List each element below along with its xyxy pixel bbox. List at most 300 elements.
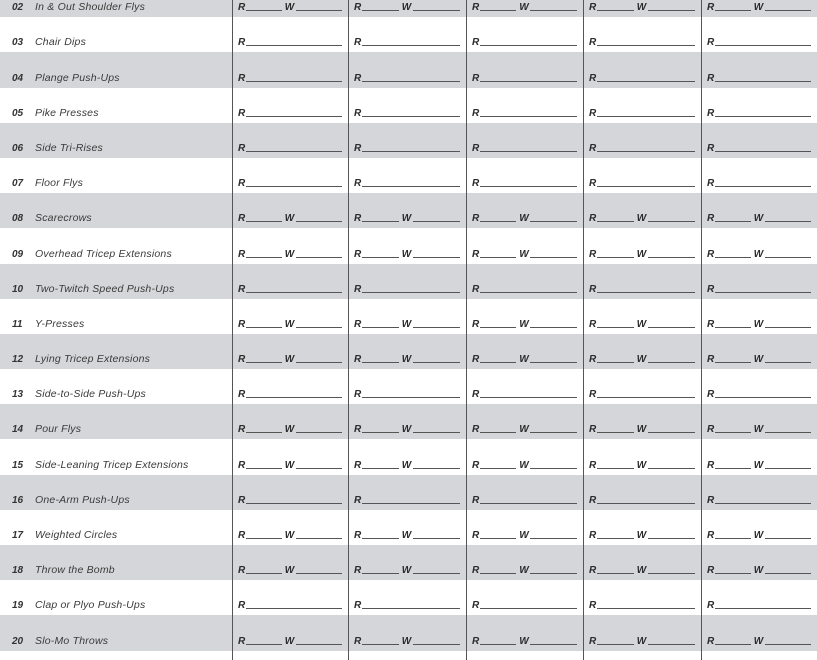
round-2-entry[interactable] [354, 175, 460, 189]
weight-blank[interactable] [530, 538, 577, 539]
weight-blank[interactable] [530, 327, 577, 328]
weight-label: W [753, 530, 764, 541]
weight-blank[interactable] [296, 538, 342, 539]
reps-blank[interactable] [715, 362, 751, 363]
reps-blank[interactable] [715, 468, 751, 469]
reps-blank[interactable] [362, 432, 399, 433]
weight-blank[interactable] [648, 644, 695, 645]
exercise-name: Y-Presses [35, 317, 85, 330]
round-3-entry[interactable] [472, 175, 577, 189]
weight-label: W [401, 2, 412, 14]
round-3-entry[interactable] [472, 492, 577, 506]
reps-blank[interactable] [480, 397, 577, 398]
round-2-entry[interactable] [354, 351, 460, 365]
reps-label: R [354, 600, 362, 612]
weight-blank[interactable] [413, 538, 460, 539]
reps-blank[interactable] [715, 221, 751, 222]
weight-blank[interactable] [296, 468, 342, 469]
reps-blank[interactable] [715, 503, 811, 504]
reps-blank[interactable] [480, 327, 516, 328]
reps-blank[interactable] [480, 468, 516, 469]
reps-label: R [238, 107, 246, 119]
weight-blank[interactable] [296, 644, 342, 645]
round-3-entry[interactable] [472, 140, 577, 154]
round-3-entry[interactable] [472, 105, 577, 119]
reps-blank[interactable] [715, 81, 811, 82]
exercise-name: Overhead Tricep Extensions [35, 247, 172, 260]
reps-label: R [707, 248, 715, 260]
weight-blank[interactable] [648, 538, 695, 539]
reps-label: R [238, 178, 246, 190]
weight-blank[interactable] [413, 10, 460, 11]
weight-blank[interactable] [413, 257, 460, 258]
reps-blank[interactable] [715, 45, 811, 46]
round-5-entry[interactable] [707, 562, 811, 576]
weight-label: W [519, 318, 529, 330]
reps-blank[interactable] [362, 468, 399, 469]
round-3-entry[interactable] [472, 457, 577, 471]
reps-label: R [707, 635, 715, 647]
round-5-entry[interactable] [707, 527, 811, 541]
reps-blank[interactable] [246, 327, 282, 328]
reps-blank[interactable] [246, 10, 282, 11]
round-4-entry[interactable] [589, 175, 695, 189]
weight-blank[interactable] [648, 221, 695, 222]
round-1-entry[interactable] [238, 246, 342, 260]
exercise-number: 15 [12, 459, 24, 471]
weight-blank[interactable] [413, 644, 460, 645]
reps-blank[interactable] [715, 432, 751, 433]
reps-blank[interactable] [715, 644, 751, 645]
round-1-entry[interactable] [238, 597, 342, 611]
reps-blank[interactable] [480, 362, 516, 363]
weight-blank[interactable] [765, 362, 811, 363]
reps-blank[interactable] [597, 45, 695, 46]
round-4-entry[interactable] [589, 597, 695, 611]
reps-blank[interactable] [246, 151, 342, 152]
reps-label: R [707, 107, 715, 119]
round-1-entry[interactable] [238, 351, 342, 365]
reps-blank[interactable] [246, 81, 342, 82]
round-5-entry[interactable] [707, 351, 811, 365]
reps-label: R [472, 459, 480, 471]
reps-label: R [707, 37, 715, 49]
reps-blank[interactable] [480, 10, 516, 11]
weight-blank[interactable] [413, 573, 460, 574]
reps-blank[interactable] [246, 116, 342, 117]
reps-blank[interactable] [597, 432, 634, 433]
reps-blank[interactable] [597, 608, 695, 609]
reps-blank[interactable] [597, 503, 695, 504]
round-2-entry[interactable] [354, 70, 460, 84]
exercise-name: Two-Twitch Speed Push-Ups [35, 282, 175, 295]
reps-blank[interactable] [362, 573, 399, 574]
reps-blank[interactable] [246, 503, 342, 504]
reps-blank[interactable] [480, 116, 577, 117]
reps-blank[interactable] [362, 10, 399, 11]
reps-blank[interactable] [480, 81, 577, 82]
reps-label: R [238, 424, 246, 436]
reps-blank[interactable] [597, 81, 695, 82]
round-4-entry[interactable] [589, 140, 695, 154]
reps-blank[interactable] [362, 257, 399, 258]
reps-blank[interactable] [246, 644, 282, 645]
weight-blank[interactable] [530, 257, 577, 258]
reps-label: R [238, 2, 246, 14]
reps-blank[interactable] [597, 116, 695, 117]
round-1-entry[interactable] [238, 105, 342, 119]
weight-blank[interactable] [413, 468, 460, 469]
reps-blank[interactable] [480, 151, 577, 152]
reps-blank[interactable] [597, 257, 634, 258]
round-2-entry[interactable] [354, 492, 460, 506]
weight-blank[interactable] [648, 432, 695, 433]
reps-blank[interactable] [480, 503, 577, 504]
reps-blank[interactable] [246, 573, 282, 574]
weight-label: W [401, 530, 412, 541]
reps-blank[interactable] [715, 538, 751, 539]
round-2-entry[interactable] [354, 597, 460, 611]
weight-blank[interactable] [296, 257, 342, 258]
round-5-entry[interactable] [707, 281, 811, 295]
weight-label: W [636, 635, 647, 647]
exercise-row [0, 0, 817, 17]
weight-blank[interactable] [765, 468, 811, 469]
round-2-entry[interactable] [354, 457, 460, 471]
round-3-entry[interactable] [472, 0, 577, 13]
reps-blank[interactable] [480, 432, 516, 433]
reps-blank[interactable] [480, 644, 516, 645]
reps-blank[interactable] [715, 116, 811, 117]
round-5-entry[interactable] [707, 246, 811, 260]
round-4-entry[interactable] [589, 421, 695, 435]
round-1-entry[interactable] [238, 34, 342, 48]
weight-blank[interactable] [765, 10, 811, 11]
round-3-entry[interactable] [472, 562, 577, 576]
reps-label: R [589, 565, 597, 577]
weight-blank[interactable] [296, 221, 342, 222]
weight-blank[interactable] [648, 362, 695, 363]
weight-blank[interactable] [765, 573, 811, 574]
round-4-entry[interactable] [589, 105, 695, 119]
reps-blank[interactable] [597, 292, 695, 293]
round-4-entry[interactable] [589, 0, 695, 13]
round-4-entry[interactable] [589, 562, 695, 576]
reps-blank[interactable] [246, 292, 342, 293]
round-2-entry[interactable] [354, 633, 460, 647]
weight-blank[interactable] [648, 468, 695, 469]
weight-label: W [284, 424, 295, 436]
reps-blank[interactable] [362, 116, 460, 117]
weight-blank[interactable] [648, 257, 695, 258]
weight-blank[interactable] [530, 221, 577, 222]
reps-label: R [238, 213, 246, 225]
reps-blank[interactable] [246, 397, 342, 398]
weight-blank[interactable] [530, 468, 577, 469]
weight-blank[interactable] [296, 10, 342, 11]
reps-blank[interactable] [362, 292, 460, 293]
weight-label: W [284, 2, 295, 14]
weight-blank[interactable] [530, 10, 577, 11]
weight-blank[interactable] [413, 362, 460, 363]
round-5-entry[interactable] [707, 492, 811, 506]
reps-blank[interactable] [715, 292, 811, 293]
weight-blank[interactable] [765, 538, 811, 539]
weight-blank[interactable] [648, 10, 695, 11]
round-3-entry[interactable] [472, 421, 577, 435]
round-5-entry[interactable] [707, 597, 811, 611]
reps-blank[interactable] [597, 327, 634, 328]
reps-blank[interactable] [597, 397, 695, 398]
round-4-entry[interactable] [589, 492, 695, 506]
weight-label: W [753, 635, 764, 647]
weight-blank[interactable] [530, 432, 577, 433]
weight-blank[interactable] [296, 573, 342, 574]
round-4-entry[interactable] [589, 246, 695, 260]
weight-blank[interactable] [648, 327, 695, 328]
reps-blank[interactable] [715, 10, 751, 11]
reps-blank[interactable] [246, 538, 282, 539]
round-3-entry[interactable] [472, 386, 577, 400]
reps-blank[interactable] [597, 362, 634, 363]
weight-blank[interactable] [530, 644, 577, 645]
reps-blank[interactable] [715, 573, 751, 574]
reps-blank[interactable] [362, 608, 460, 609]
reps-blank[interactable] [480, 186, 577, 187]
reps-blank[interactable] [597, 644, 634, 645]
reps-blank[interactable] [246, 257, 282, 258]
reps-label: R [707, 494, 715, 506]
weight-blank[interactable] [530, 362, 577, 363]
round-5-entry[interactable] [707, 0, 811, 13]
round-3-entry[interactable] [472, 210, 577, 224]
exercise-row [0, 123, 817, 158]
reps-blank[interactable] [362, 362, 399, 363]
reps-blank[interactable] [597, 151, 695, 152]
round-2-entry[interactable] [354, 386, 460, 400]
round-5-entry[interactable] [707, 175, 811, 189]
reps-label: R [354, 72, 362, 84]
weight-label: W [519, 459, 529, 471]
weight-blank[interactable] [530, 573, 577, 574]
reps-blank[interactable] [715, 397, 811, 398]
reps-blank[interactable] [362, 81, 460, 82]
reps-blank[interactable] [480, 538, 516, 539]
reps-label: R [354, 354, 362, 366]
reps-blank[interactable] [246, 468, 282, 469]
reps-blank[interactable] [362, 644, 399, 645]
round-1-entry[interactable] [238, 316, 342, 330]
reps-blank[interactable] [480, 257, 516, 258]
round-3-entry[interactable] [472, 351, 577, 365]
reps-blank[interactable] [597, 573, 634, 574]
reps-blank[interactable] [597, 186, 695, 187]
round-5-entry[interactable] [707, 457, 811, 471]
weight-label: W [401, 635, 412, 647]
round-4-entry[interactable] [589, 633, 695, 647]
exercise-name: Side Tri-Rises [35, 141, 103, 154]
reps-label: R [354, 2, 362, 14]
reps-blank[interactable] [362, 327, 399, 328]
reps-label: R [589, 459, 597, 471]
round-5-entry[interactable] [707, 386, 811, 400]
reps-blank[interactable] [362, 538, 399, 539]
weight-blank[interactable] [296, 362, 342, 363]
weight-blank[interactable] [648, 573, 695, 574]
reps-label: R [238, 354, 246, 366]
exercise-number: 13 [12, 389, 24, 401]
round-3-entry[interactable] [472, 70, 577, 84]
round-1-entry[interactable] [238, 633, 342, 647]
reps-blank[interactable] [715, 186, 811, 187]
weight-blank[interactable] [413, 432, 460, 433]
weight-label: W [284, 354, 295, 366]
round-5-entry[interactable] [707, 316, 811, 330]
round-1-entry[interactable] [238, 175, 342, 189]
reps-label: R [589, 318, 597, 330]
reps-blank[interactable] [246, 608, 342, 609]
round-1-entry[interactable] [238, 457, 342, 471]
round-1-entry[interactable] [238, 386, 342, 400]
round-3-entry[interactable] [472, 316, 577, 330]
round-3-entry[interactable] [472, 527, 577, 541]
reps-label: R [238, 389, 246, 401]
round-4-entry[interactable] [589, 281, 695, 295]
reps-blank[interactable] [246, 45, 342, 46]
reps-blank[interactable] [362, 45, 460, 46]
round-1-entry[interactable] [238, 70, 342, 84]
weight-label: W [636, 213, 647, 225]
round-4-entry[interactable] [589, 386, 695, 400]
reps-label: R [354, 107, 362, 119]
reps-label: R [589, 72, 597, 84]
round-3-entry[interactable] [472, 34, 577, 48]
weight-blank[interactable] [765, 327, 811, 328]
reps-label: R [707, 318, 715, 330]
reps-blank[interactable] [480, 608, 577, 609]
round-4-entry[interactable] [589, 457, 695, 471]
round-1-entry[interactable] [238, 492, 342, 506]
weight-label: W [519, 354, 529, 366]
round-2-entry[interactable] [354, 562, 460, 576]
round-3-entry[interactable] [472, 597, 577, 611]
reps-blank[interactable] [715, 151, 811, 152]
round-5-entry[interactable] [707, 105, 811, 119]
weight-label: W [753, 565, 764, 577]
round-2-entry[interactable] [354, 281, 460, 295]
reps-blank[interactable] [362, 186, 460, 187]
round-2-entry[interactable] [354, 527, 460, 541]
exercise-number: 20 [12, 635, 24, 647]
round-4-entry[interactable] [589, 34, 695, 48]
reps-blank[interactable] [597, 221, 634, 222]
reps-blank[interactable] [246, 186, 342, 187]
round-5-entry[interactable] [707, 140, 811, 154]
reps-label: R [707, 354, 715, 366]
reps-label: R [707, 213, 715, 225]
round-2-entry[interactable] [354, 0, 460, 13]
reps-blank[interactable] [715, 327, 751, 328]
reps-blank[interactable] [246, 432, 282, 433]
reps-blank[interactable] [246, 221, 282, 222]
round-2-entry[interactable] [354, 316, 460, 330]
round-4-entry[interactable] [589, 316, 695, 330]
reps-blank[interactable] [480, 292, 577, 293]
weight-blank[interactable] [296, 327, 342, 328]
round-3-entry[interactable] [472, 246, 577, 260]
round-1-entry[interactable] [238, 210, 342, 224]
exercise-row [0, 404, 817, 439]
reps-blank[interactable] [715, 257, 751, 258]
weight-label: W [753, 248, 764, 260]
round-2-entry[interactable] [354, 140, 460, 154]
exercise-number: 06 [12, 142, 24, 154]
round-1-entry[interactable] [238, 527, 342, 541]
reps-label: R [354, 248, 362, 260]
reps-blank[interactable] [597, 538, 634, 539]
round-2-entry[interactable] [354, 34, 460, 48]
reps-label: R [354, 424, 362, 436]
round-2-entry[interactable] [354, 246, 460, 260]
exercise-name: Side-Leaning Tricep Extensions [35, 458, 189, 471]
exercise-name: Pour Flys [35, 423, 82, 436]
round-5-entry[interactable] [707, 421, 811, 435]
reps-label: R [589, 2, 597, 14]
round-4-entry[interactable] [589, 351, 695, 365]
round-1-entry[interactable] [238, 281, 342, 295]
round-4-entry[interactable] [589, 527, 695, 541]
weight-blank[interactable] [413, 327, 460, 328]
weight-blank[interactable] [765, 644, 811, 645]
round-2-entry[interactable] [354, 210, 460, 224]
weight-blank[interactable] [296, 432, 342, 433]
round-4-entry[interactable] [589, 210, 695, 224]
round-3-entry[interactable] [472, 281, 577, 295]
reps-blank[interactable] [480, 45, 577, 46]
reps-blank[interactable] [246, 362, 282, 363]
round-1-entry[interactable] [238, 421, 342, 435]
reps-blank[interactable] [597, 468, 634, 469]
weight-blank[interactable] [765, 257, 811, 258]
weight-blank[interactable] [413, 221, 460, 222]
round-5-entry[interactable] [707, 210, 811, 224]
round-3-entry[interactable] [472, 633, 577, 647]
weight-label: W [284, 530, 295, 541]
round-5-entry[interactable] [707, 70, 811, 84]
reps-blank[interactable] [480, 573, 516, 574]
reps-blank[interactable] [362, 503, 460, 504]
reps-blank[interactable] [597, 10, 634, 11]
reps-blank[interactable] [715, 608, 811, 609]
round-1-entry[interactable] [238, 0, 342, 13]
weight-blank[interactable] [765, 221, 811, 222]
round-5-entry[interactable] [707, 34, 811, 48]
reps-label: R [589, 37, 597, 49]
round-1-entry[interactable] [238, 140, 342, 154]
reps-label: R [354, 178, 362, 190]
round-2-entry[interactable] [354, 421, 460, 435]
round-5-entry[interactable] [707, 633, 811, 647]
reps-blank[interactable] [362, 221, 399, 222]
round-4-entry[interactable] [589, 70, 695, 84]
reps-blank[interactable] [480, 221, 516, 222]
round-1-entry[interactable] [238, 562, 342, 576]
exercise-number: 17 [12, 530, 24, 541]
reps-blank[interactable] [362, 397, 460, 398]
weight-blank[interactable] [765, 432, 811, 433]
round-2-entry[interactable] [354, 105, 460, 119]
reps-blank[interactable] [362, 151, 460, 152]
